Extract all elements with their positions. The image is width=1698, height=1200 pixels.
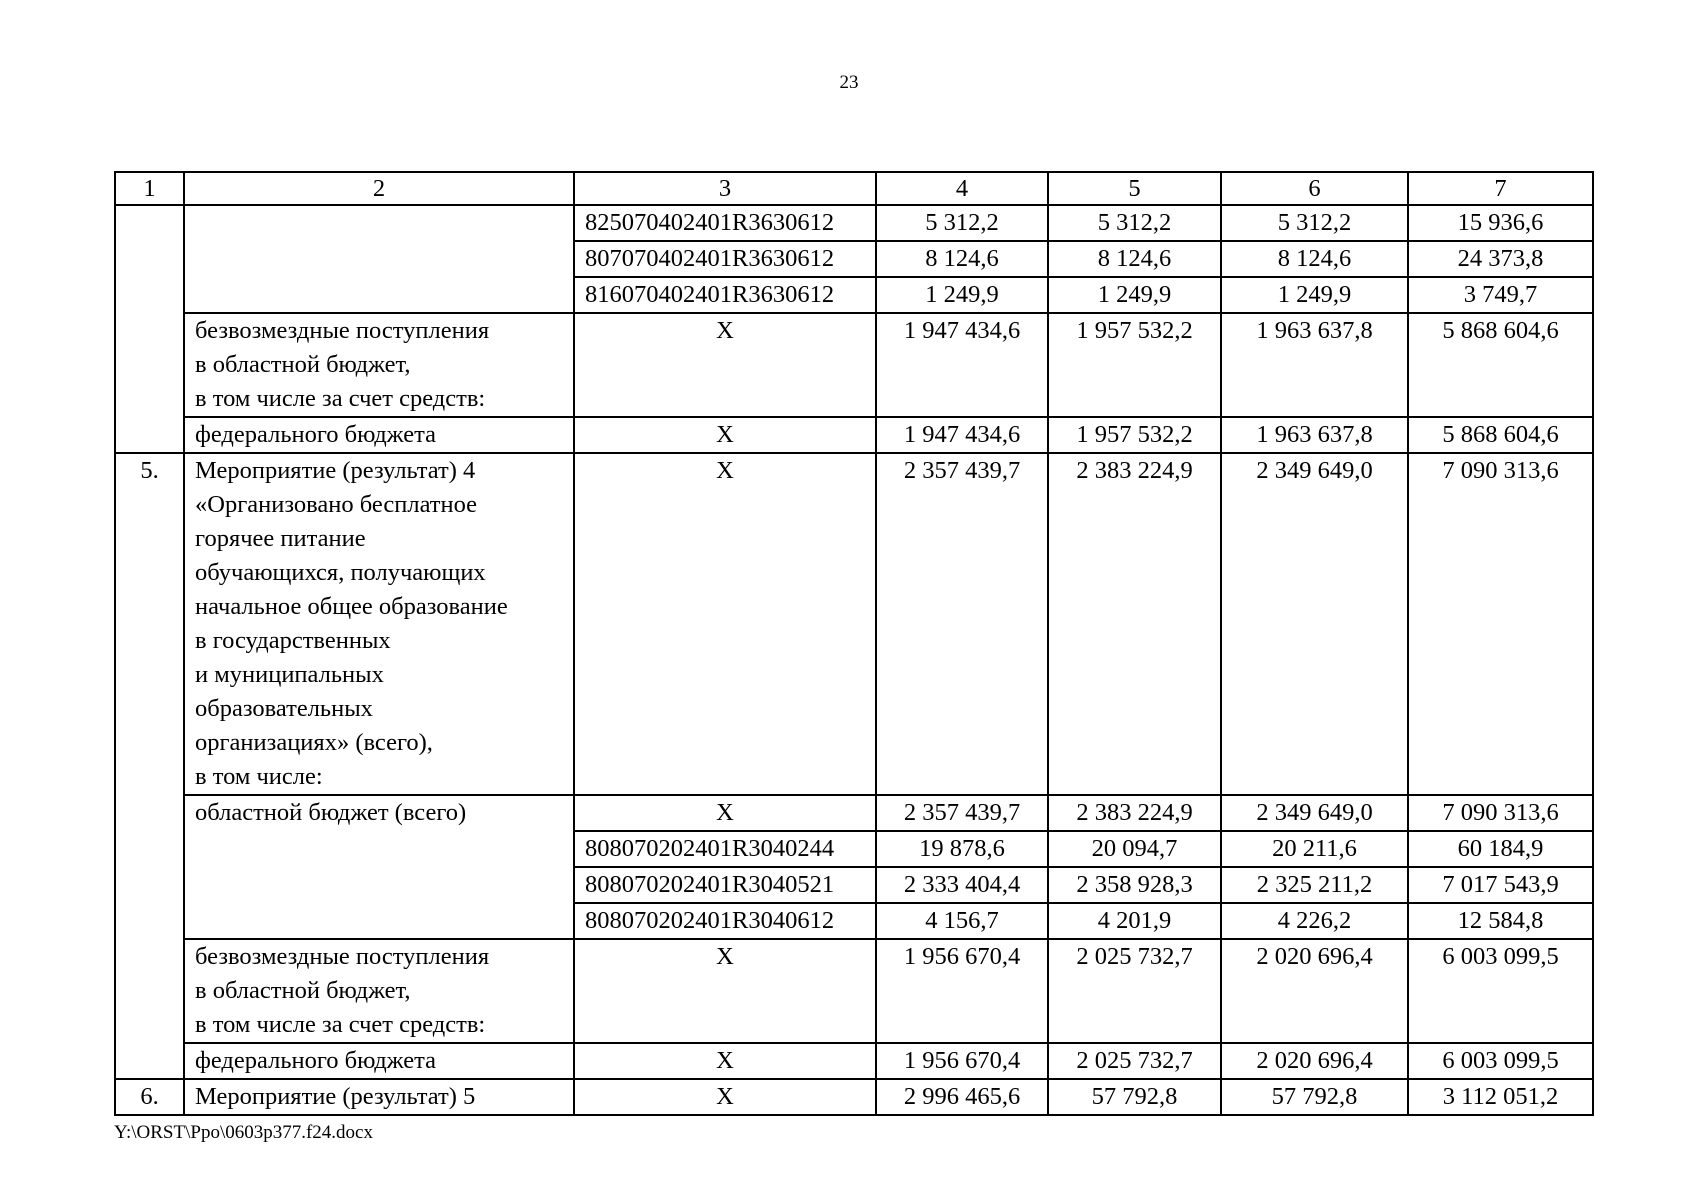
value-cell: 5 312,2 (1221, 205, 1408, 241)
value-cell: 2 333 404,4 (876, 867, 1048, 903)
budget-code-cell: 808070202401R3040612 (574, 903, 876, 939)
value-cell: 2 349 649,0 (1221, 453, 1408, 795)
value-cell: 2 325 211,2 (1221, 867, 1408, 903)
value-cell: 20 211,6 (1221, 831, 1408, 867)
description-line: «Организовано бесплатное (195, 491, 478, 518)
budget-code-cell: X (574, 313, 876, 417)
description-cell (184, 939, 574, 1043)
value-cell: 2 357 439,7 (876, 453, 1048, 795)
table-row (115, 313, 1593, 417)
value-cell: 1 963 637,8 (1221, 313, 1408, 417)
description-line: начальное общее образование (195, 593, 508, 620)
table-row (115, 205, 1593, 241)
description-cell: областной бюджет (всего) (184, 795, 574, 939)
column-header: 4 (876, 172, 1048, 205)
value-cell: 1 957 532,2 (1048, 313, 1221, 417)
description-line: в том числе за счет средств: (195, 385, 486, 412)
value-cell: 19 878,6 (876, 831, 1048, 867)
value-cell: 1 963 637,8 (1221, 417, 1408, 453)
description-line: обучающихся, получающих (195, 559, 486, 586)
value-cell: 7 090 313,6 (1408, 453, 1593, 795)
column-header: 5 (1048, 172, 1221, 205)
table-row (115, 939, 1593, 1043)
table-row (115, 1043, 1593, 1079)
budget-code-cell: X (574, 1043, 876, 1079)
value-cell: 4 201,9 (1048, 903, 1221, 939)
column-header: 2 (184, 172, 574, 205)
column-header: 1 (115, 172, 184, 205)
value-cell: 1 249,9 (876, 277, 1048, 313)
value-cell: 1 249,9 (1048, 277, 1221, 313)
table-row (115, 795, 1593, 831)
description-line: в том числе: (195, 763, 323, 790)
description-line: организациях» (всего), (195, 729, 433, 756)
value-cell: 3 749,7 (1408, 277, 1593, 313)
value-cell: 2 996 465,6 (876, 1079, 1048, 1115)
value-cell: 7 017 543,9 (1408, 867, 1593, 903)
footer-file-path: Y:\ORST\Ppo\0603p377.f24.docx (114, 1122, 373, 1143)
page-number: 23 (839, 72, 859, 93)
budget-code-cell: X (574, 453, 876, 795)
value-cell: 1 947 434,6 (876, 417, 1048, 453)
description-cell: федерального бюджета (184, 417, 574, 453)
value-cell: 8 124,6 (1048, 241, 1221, 277)
value-cell: 2 020 696,4 (1221, 1043, 1408, 1079)
value-cell: 2 358 928,3 (1048, 867, 1221, 903)
description-line: в областной бюджет, (195, 977, 411, 1004)
budget-code-cell: 808070202401R3040521 (574, 867, 876, 903)
description-line: горячее питание (195, 525, 366, 552)
value-cell: 7 090 313,6 (1408, 795, 1593, 831)
budget-code-cell: 816070402401R3630612 (574, 277, 876, 313)
value-cell: 2 357 439,7 (876, 795, 1048, 831)
value-cell: 4 226,2 (1221, 903, 1408, 939)
description-cell (184, 205, 574, 313)
value-cell: 20 094,7 (1048, 831, 1221, 867)
value-cell: 2 025 732,7 (1048, 939, 1221, 1043)
value-cell: 5 312,2 (1048, 205, 1221, 241)
value-cell: 8 124,6 (876, 241, 1048, 277)
column-header: 3 (574, 172, 876, 205)
description-line: Мероприятие (результат) 4 (195, 457, 476, 484)
table-row (115, 1079, 1593, 1115)
table-header-row (115, 172, 1593, 205)
value-cell: 5 868 604,6 (1408, 417, 1593, 453)
column-header: 6 (1221, 172, 1408, 205)
column-header: 7 (1408, 172, 1593, 205)
value-cell: 3 112 051,2 (1408, 1079, 1593, 1115)
value-cell: 6 003 099,5 (1408, 939, 1593, 1043)
value-cell: 1 947 434,6 (876, 313, 1048, 417)
table-row (115, 453, 1593, 795)
budget-code-cell: 808070202401R3040244 (574, 831, 876, 867)
description-line: в областной бюджет, (195, 351, 411, 378)
description-cell: Мероприятие (результат) 5 (184, 1079, 574, 1115)
description-line: в государственных (195, 627, 391, 654)
value-cell: 6 003 099,5 (1408, 1043, 1593, 1079)
description-line: и муниципальных (195, 661, 384, 688)
value-cell: 2 383 224,9 (1048, 795, 1221, 831)
value-cell: 5 312,2 (876, 205, 1048, 241)
description-cell (184, 313, 574, 417)
value-cell: 8 124,6 (1221, 241, 1408, 277)
description-line: безвозмездные поступления (195, 943, 490, 970)
value-cell: 1 957 532,2 (1048, 417, 1221, 453)
value-cell: 12 584,8 (1408, 903, 1593, 939)
description-line: в том числе за счет средств: (195, 1011, 486, 1038)
row-number-cell: 6. (115, 1079, 184, 1115)
value-cell: 2 349 649,0 (1221, 795, 1408, 831)
value-cell: 2 383 224,9 (1048, 453, 1221, 795)
value-cell: 60 184,9 (1408, 831, 1593, 867)
value-cell: 5 868 604,6 (1408, 313, 1593, 417)
value-cell: 57 792,8 (1221, 1079, 1408, 1115)
budget-code-cell: X (574, 795, 876, 831)
budget-code-cell: X (574, 1079, 876, 1115)
budget-code-cell: 825070402401R3630612 (574, 205, 876, 241)
value-cell: 1 956 670,4 (876, 1043, 1048, 1079)
budget-code-cell: X (574, 417, 876, 453)
row-number-cell (115, 205, 184, 453)
description-line: безвозмездные поступления (195, 317, 490, 344)
table-row (115, 417, 1593, 453)
value-cell: 15 936,6 (1408, 205, 1593, 241)
value-cell: 1 249,9 (1221, 277, 1408, 313)
row-number-cell: 5. (115, 453, 184, 1079)
value-cell: 2 025 732,7 (1048, 1043, 1221, 1079)
description-cell (184, 453, 574, 795)
value-cell: 4 156,7 (876, 903, 1048, 939)
description-cell: федерального бюджета (184, 1043, 574, 1079)
value-cell: 1 956 670,4 (876, 939, 1048, 1043)
budget-table (114, 171, 1594, 1116)
budget-code-cell: 807070402401R3630612 (574, 241, 876, 277)
description-line: образовательных (195, 695, 373, 722)
value-cell: 2 020 696,4 (1221, 939, 1408, 1043)
value-cell: 57 792,8 (1048, 1079, 1221, 1115)
budget-code-cell: X (574, 939, 876, 1043)
value-cell: 24 373,8 (1408, 241, 1593, 277)
